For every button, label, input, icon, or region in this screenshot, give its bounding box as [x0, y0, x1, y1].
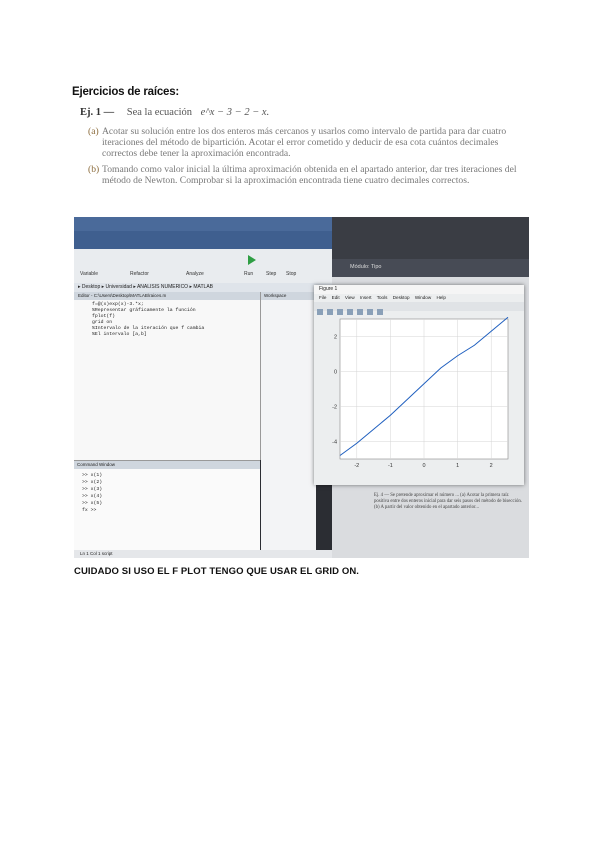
matlab-ribbon [74, 249, 332, 284]
matlab-toolbar [74, 231, 332, 249]
screen-photo [74, 217, 529, 558]
item-a-label: (a) [88, 126, 99, 137]
code-line: %Intervalo de la iteración que f cambia [92, 326, 205, 331]
figure-toolbar[interactable] [314, 302, 524, 311]
ribbon-run[interactable]: Run [244, 271, 254, 277]
figure-window[interactable] [314, 285, 524, 485]
exercise-item-a [88, 126, 528, 160]
figure-title: Figure 1 [314, 285, 524, 294]
x-tick-label: 2 [489, 463, 493, 469]
status-bar: Ln 1 Col 1 script [74, 550, 340, 558]
document-behind-text: Ej. 4 — Se pretende aproximar el número ... (a) Acotar la primera raíz positiva entre dos enteros inicial para dar seis pasos del método de bisección. (b) A partir del valor obtenido en el apartado anterior... [374, 493, 522, 510]
ribbon-step[interactable]: Step [266, 271, 277, 277]
ribbon-variable[interactable]: Variable [80, 271, 98, 277]
item-b-text: Tomando como valor inicial la última aproximación obtenida en el apartado anterior, dar tres iteraciones del método de Newton. Comprobar si la aproximación encontrada tiene cuatro decimales correctos. [102, 164, 517, 187]
item-b-label: (b) [88, 164, 100, 175]
command-line: >> x(4) [82, 494, 103, 499]
command-line: >> x(5) [82, 501, 103, 506]
matlab-titlebar [74, 217, 334, 231]
exercise-intro: Sea la ecuación [126, 107, 193, 118]
command-prompt[interactable]: fx >> [82, 508, 97, 513]
x-tick-label: -2 [354, 463, 360, 469]
code-line: grid on [92, 320, 113, 325]
item-a-text: Acotar su solución entre los dos enteros más cercanos y usarlos como intervalo de partida para dar cuatro iteraciones del método de bipartición. Acotar el error cometido y deducir de esa cota cuántos decimales correctos debe tener la aproximación encontrada. [102, 126, 507, 160]
page-heading: Ejercicios de raíces: [72, 86, 180, 98]
ribbon-analyze[interactable]: Analyze [186, 271, 204, 277]
y-tick-label: -2 [332, 404, 337, 411]
browser-window [332, 217, 529, 277]
exercise-equation: e^x − 3 − 2 − x. [200, 107, 270, 118]
x-tick-label: 0 [422, 463, 426, 469]
workspace-panel [261, 292, 316, 558]
figure-menu[interactable]: File Edit View Insert Tools Desktop Window Help [319, 295, 446, 300]
command-window[interactable] [74, 460, 260, 551]
x-tick-label: -1 [387, 463, 393, 469]
command-line: >> x(3) [82, 487, 103, 492]
run-icon[interactable] [248, 255, 256, 265]
exercise-title [80, 107, 269, 118]
command-line: >> x(2) [82, 480, 103, 485]
command-window-title: Command Window [74, 461, 260, 469]
y-tick-label: 2 [333, 334, 337, 341]
code-line: f=@(x)exp(x)-3.*x; [92, 302, 144, 307]
code-line: %Representar gráficamente la función [92, 308, 196, 313]
code-editor[interactable] [74, 292, 261, 460]
current-folder-path[interactable]: ▸ Desktop ▸ Universidad ▸ ANALISIS NUMERICO ▸ MATLAB [74, 283, 332, 292]
exercise-number: Ej. 1 — [80, 107, 115, 118]
command-line: >> x(1) [82, 473, 103, 478]
code-line: fplot(f) [92, 314, 116, 319]
y-tick-label: 0 [333, 369, 337, 376]
workspace-title: Workspace [261, 292, 316, 300]
ribbon-refactor[interactable]: Refactor [130, 271, 149, 277]
y-tick-label: -4 [332, 439, 337, 446]
code-line: %El intervalo [a,b] [92, 332, 147, 337]
editor-tab[interactable]: Editor - C:\Users\Desktop\MATLAB\raices.m [74, 292, 260, 300]
note-text: CUIDADO SI USO EL F PLOT TENGO QUE USAR EL GRID ON. [74, 566, 360, 577]
ribbon-stop[interactable]: Stop [286, 271, 297, 277]
browser-tab[interactable] [332, 259, 529, 277]
plot-area [314, 311, 524, 485]
browser-tab-label: Módulo: Tipo [350, 264, 382, 270]
x-tick-label: 1 [456, 463, 460, 469]
exercise-item-b [88, 164, 528, 186]
